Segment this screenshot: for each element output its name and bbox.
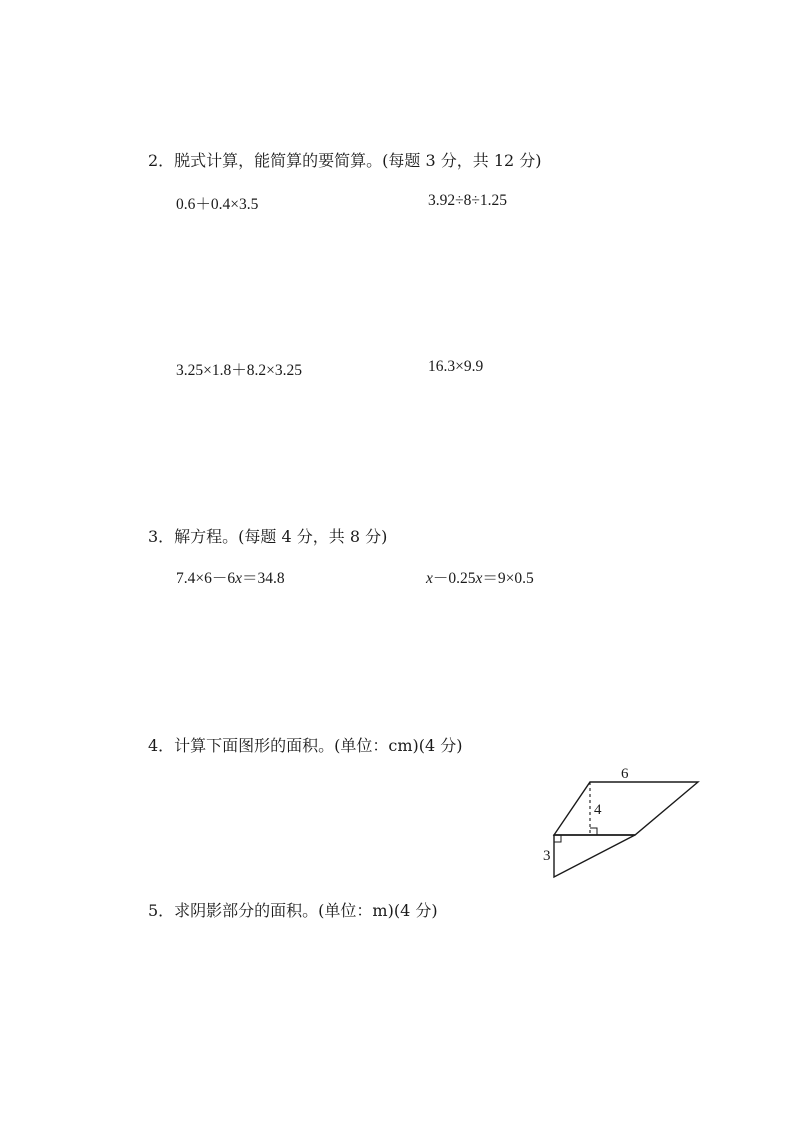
composite-figure — [530, 760, 720, 885]
label-height-4: 4 — [594, 802, 602, 818]
q4-heading: 4．计算下面图形的面积。(单位：cm)(4 分) — [148, 736, 463, 755]
q5-heading: 5．求阴影部分的面积。(单位：m)(4 分) — [148, 901, 438, 920]
eq1-part-before: 7.4×6－6 — [176, 570, 236, 587]
q3-equation-1 — [176, 566, 285, 588]
q3-equation-2 — [426, 566, 534, 588]
q2-expression-3: 3.25×1.8＋8.2×3.25 — [176, 362, 302, 379]
q2-expression-1: 0.6＋0.4×3.5 — [176, 196, 259, 213]
q2-heading: 2．脱式计算，能简算的要简算。(每题 3 分，共 12 分) — [148, 151, 542, 170]
eq1-part-after: ＝34.8 — [242, 570, 285, 587]
label-left-3: 3 — [543, 848, 551, 864]
q3-heading: 3．解方程。(每题 4 分，共 8 分) — [148, 527, 388, 546]
parallelogram-shape — [554, 782, 698, 835]
eq2-variable-1: x — [426, 570, 433, 587]
label-top-6: 6 — [621, 766, 629, 782]
q2-expression-2: 3.92÷8÷1.25 — [428, 192, 508, 209]
eq2-part-after: ＝9×0.5 — [482, 570, 534, 587]
triangle-shape — [554, 835, 635, 877]
eq2-part-mid: －0.25 — [432, 570, 476, 587]
right-angle-marker-height — [590, 828, 597, 835]
eq1-variable: x — [235, 570, 243, 587]
q2-expression-4: 16.3×9.9 — [428, 358, 484, 375]
eq2-variable-2: x — [475, 570, 483, 587]
right-angle-marker-triangle — [554, 835, 561, 842]
